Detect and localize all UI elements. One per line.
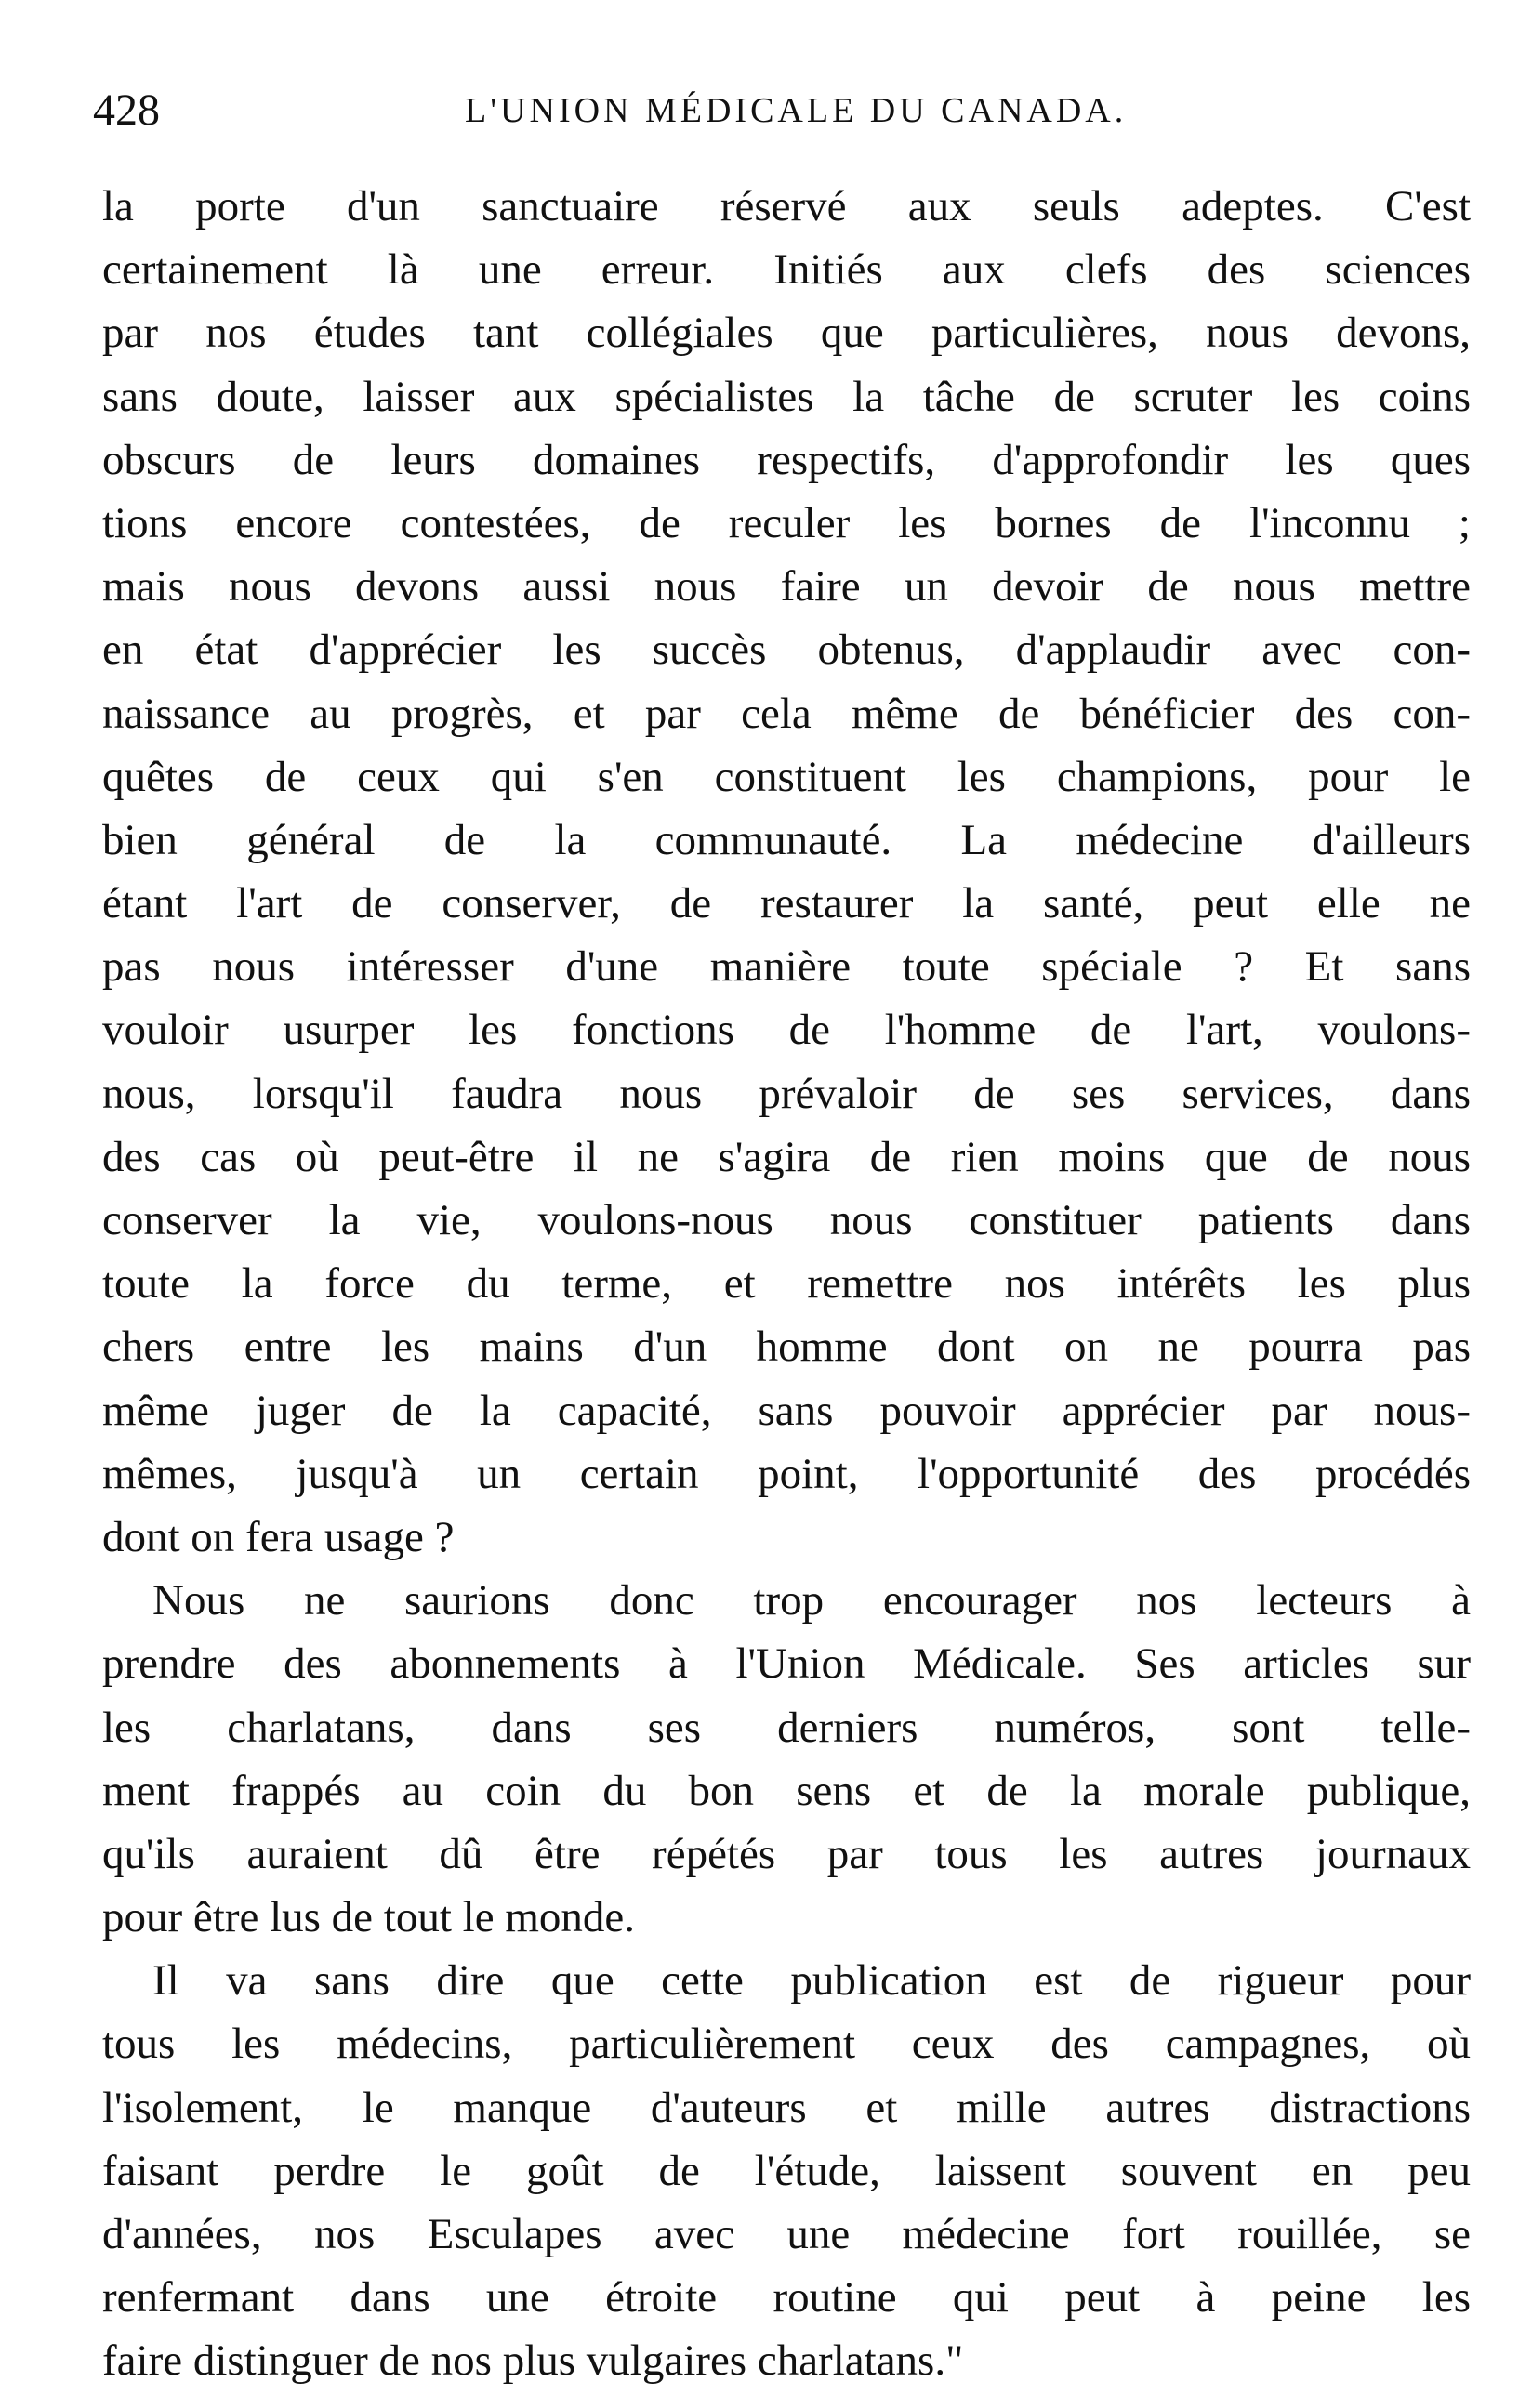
text-line: des cas où peut-être il ne s'agira de rien moins que de nous <box>102 1132 1471 1181</box>
text-line: Nous ne saurions donc trop encourager nos lecteurs à <box>152 1576 1471 1625</box>
text-line: la porte d'un sanctuaire réservé aux seuls adeptes. C'est <box>102 182 1471 230</box>
text-line: vouloir usurper les fonctions de l'homme de l'art, voulons- <box>102 1006 1471 1055</box>
body-text <box>102 175 1471 2393</box>
text-line: bien général de la communauté. La médecine d'ailleurs <box>102 815 1471 864</box>
text-line: prendre des abonnements à l'Union Médicale. Ses articles sur <box>102 1639 1471 1689</box>
text-line: toute la force du terme, et remettre nos intérêts les plus <box>102 1259 1471 1309</box>
text-line: étant l'art de conserver, de restaurer la santé, peut elle ne <box>102 879 1471 928</box>
text-line: faisant perdre le goût de l'étude, laissent souvent en peu <box>102 2146 1471 2195</box>
text-line: renfermant dans une étroite routine qui peut à peine les <box>102 2273 1471 2322</box>
text-line: nous, lorsqu'il faudra nous prévaloir de ses services, dans <box>102 1069 1471 1118</box>
page-header <box>93 78 1459 143</box>
text-line: faire distinguer de nos plus vulgaires charlatans." <box>102 2336 964 2386</box>
text-line: mais nous devons aussi nous faire un devoir de nous mettre <box>102 562 1471 612</box>
text-line: par nos études tant collégiales que particulières, nous devons, <box>102 309 1471 358</box>
paragraph <box>102 1949 1471 2392</box>
text-line: quêtes de ceux qui s'en constituent les champions, pour le <box>102 752 1471 801</box>
text-line: obscurs de leurs domaines respectifs, d'approfondir les ques <box>102 435 1471 484</box>
text-line: certainement là une erreur. Initiés aux clefs des sciences <box>102 245 1471 295</box>
text-line: naissance au progrès, et par cela même de bénéficier des con- <box>102 689 1471 738</box>
text-line: Il va sans dire que cette publication est de rigueur pour <box>152 1956 1471 2006</box>
text-line: l'isolement, le manque d'auteurs et mille autres distractions <box>102 2083 1471 2132</box>
text-line: mêmes, jusqu'à un certain point, l'opportunité des procédés <box>102 1449 1471 1498</box>
text-line: conserver la vie, voulons-nous nous constituer patients dans <box>102 1196 1471 1244</box>
page-number: 428 <box>93 86 160 135</box>
text-line: pour être lus de tout le monde. <box>102 1893 635 1942</box>
paragraph <box>102 175 1471 1569</box>
text-line: ment frappés au coin du bon sens et de la morale publique, <box>102 1766 1471 1815</box>
text-line: qu'ils auraient dû être répétés par tous les autres journaux <box>102 1829 1471 1878</box>
text-line: tions encore contestées, de reculer les bornes de l'inconnu ; <box>102 498 1471 547</box>
text-line: sans doute, laisser aux spécialistes la tâche de scruter les coins <box>102 372 1471 421</box>
text-line: d'années, nos Esculapes avec une médecine fort rouillée, se <box>102 2210 1471 2258</box>
text-line: en état d'apprécier les succès obtenus, d'applaudir avec con- <box>102 625 1471 675</box>
text-line: chers entre les mains d'un homme dont on ne pourra pas <box>102 1322 1471 1372</box>
text-line: dont on fera usage ? <box>102 1512 455 1561</box>
text-line: pas nous intéresser d'une manière toute spéciale ? Et sans <box>102 942 1471 992</box>
text-line: les charlatans, dans ses derniers numéros, sont telle- <box>102 1703 1471 1752</box>
text-line: tous les médecins, particulièrement ceux des campagnes, où <box>102 2020 1471 2069</box>
paragraph <box>102 1569 1471 1949</box>
text-line: même juger de la capacité, sans pouvoir apprécier par nous- <box>102 1386 1471 1435</box>
running-head: L'UNION MÉDICALE DU CANADA. <box>465 91 1128 130</box>
